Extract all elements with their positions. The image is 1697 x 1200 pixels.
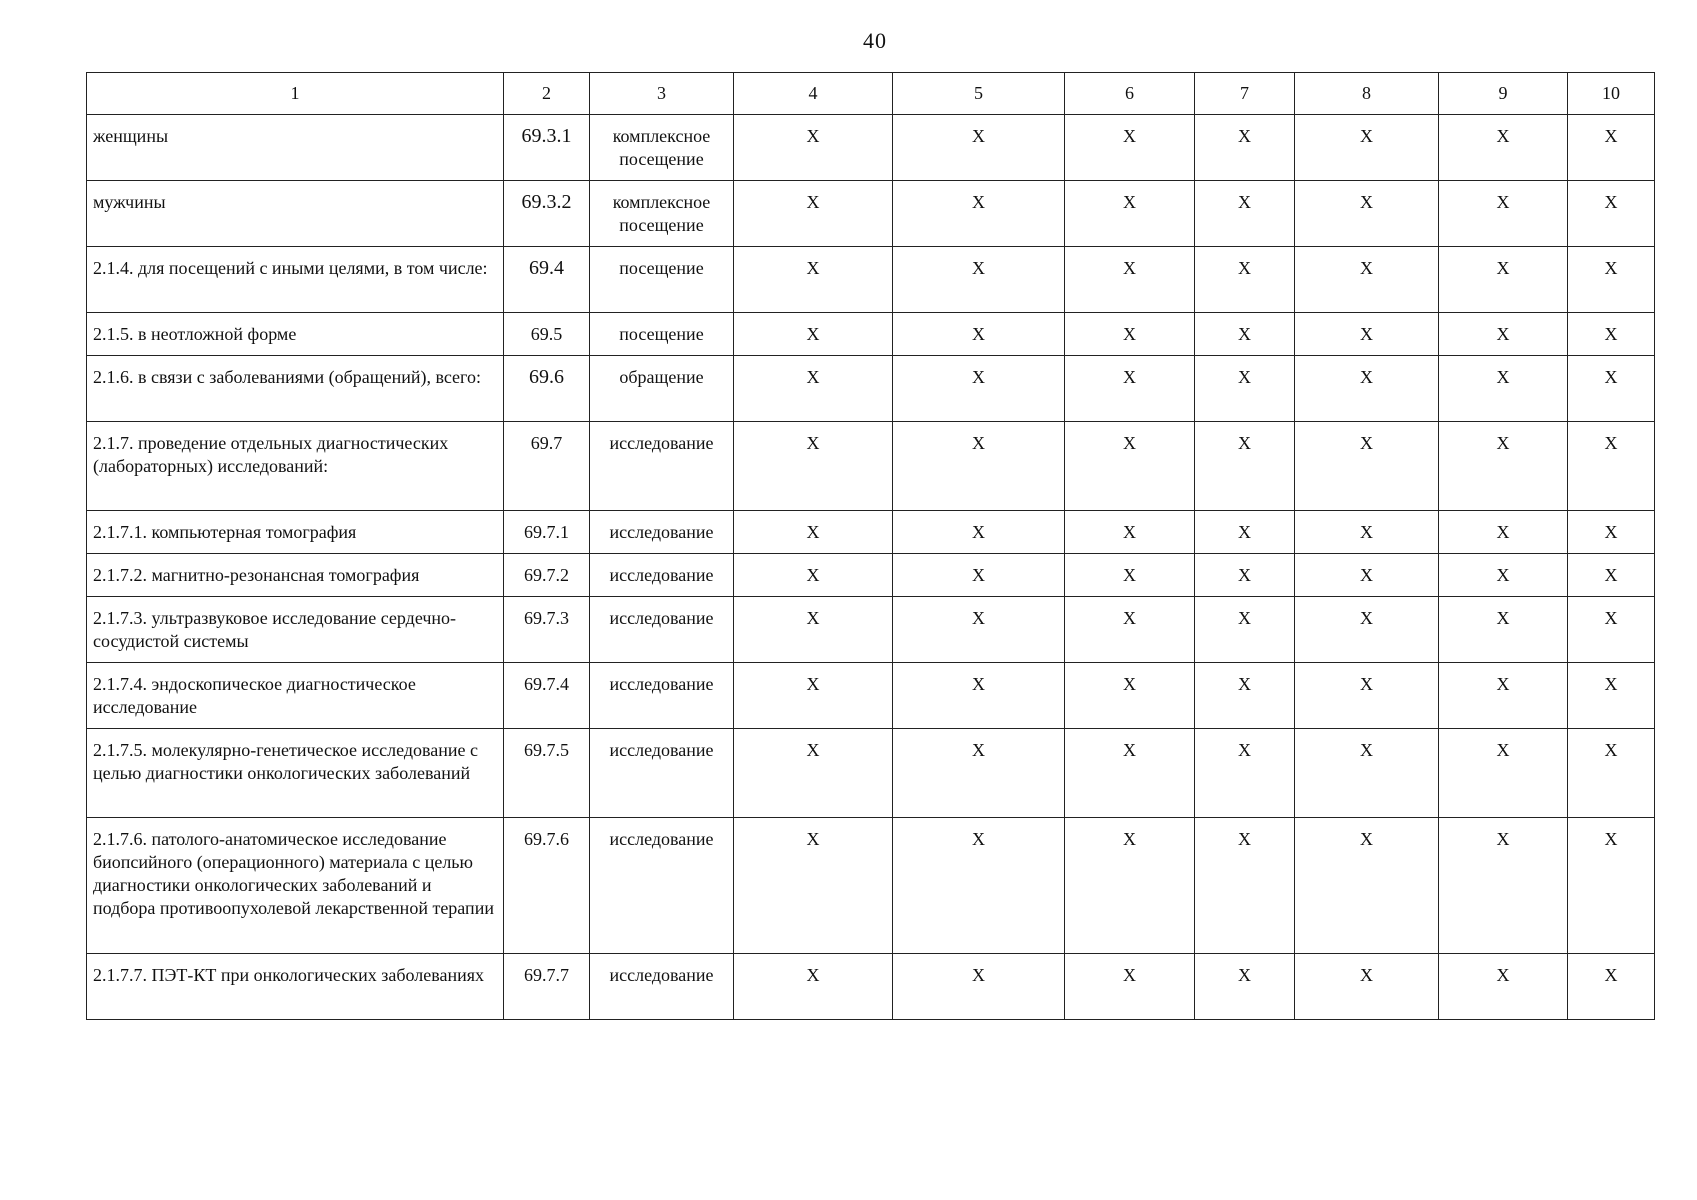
mark-cell: Х	[1065, 422, 1195, 511]
mark-cell: Х	[1295, 597, 1439, 663]
mark-cell: Х	[1439, 115, 1568, 181]
row-unit: обращение	[590, 356, 734, 422]
mark-cell: Х	[1439, 422, 1568, 511]
data-table	[86, 72, 1655, 1020]
mark-cell: Х	[1439, 597, 1568, 663]
column-header: 6	[1065, 73, 1195, 115]
row-unit: исследование	[590, 554, 734, 597]
table-row	[87, 729, 1655, 818]
row-name: 2.1.7.6. патолого-анатомическое исследование биопсийного (операционного) материала с целью диагностики онкологических заболеваний и подбора противоопухолевой лекарственной терапии	[87, 818, 504, 954]
row-code: 69.7.1	[504, 511, 590, 554]
mark-cell: Х	[1295, 313, 1439, 356]
mark-cell: Х	[734, 356, 893, 422]
mark-cell: Х	[734, 313, 893, 356]
mark-cell: Х	[734, 954, 893, 1020]
mark-cell: Х	[1295, 663, 1439, 729]
column-header: 10	[1568, 73, 1655, 115]
mark-cell: Х	[1195, 729, 1295, 818]
mark-cell: Х	[1568, 422, 1655, 511]
row-unit: комплексное посещение	[590, 181, 734, 247]
row-code: 69.7.7	[504, 954, 590, 1020]
table-row	[87, 356, 1655, 422]
table-row	[87, 511, 1655, 554]
column-header: 9	[1439, 73, 1568, 115]
mark-cell: Х	[1065, 554, 1195, 597]
row-unit: посещение	[590, 247, 734, 313]
row-name: 2.1.7.2. магнитно-резонансная томография	[87, 554, 504, 597]
mark-cell: Х	[1065, 181, 1195, 247]
mark-cell: Х	[1439, 729, 1568, 818]
mark-cell: Х	[1439, 313, 1568, 356]
row-unit: посещение	[590, 313, 734, 356]
row-name: 2.1.5. в неотложной форме	[87, 313, 504, 356]
mark-cell: Х	[1065, 313, 1195, 356]
mark-cell: Х	[1439, 247, 1568, 313]
table-row	[87, 422, 1655, 511]
mark-cell: Х	[1439, 663, 1568, 729]
row-name: 2.1.7.1. компьютерная томография	[87, 511, 504, 554]
mark-cell: Х	[1065, 247, 1195, 313]
row-name: 2.1.7.5. молекулярно-генетическое исследование с целью диагностики онкологических заболеваний	[87, 729, 504, 818]
mark-cell: Х	[1295, 422, 1439, 511]
mark-cell: Х	[893, 511, 1065, 554]
row-unit: исследование	[590, 818, 734, 954]
mark-cell: Х	[1065, 663, 1195, 729]
row-unit: исследование	[590, 663, 734, 729]
mark-cell: Х	[734, 663, 893, 729]
mark-cell: Х	[1295, 356, 1439, 422]
column-header: 1	[87, 73, 504, 115]
mark-cell: Х	[1568, 729, 1655, 818]
row-code: 69.7.2	[504, 554, 590, 597]
mark-cell: Х	[1568, 663, 1655, 729]
table-row	[87, 554, 1655, 597]
column-header: 3	[590, 73, 734, 115]
row-code: 69.7.3	[504, 597, 590, 663]
row-code: 69.7.5	[504, 729, 590, 818]
mark-cell: Х	[1295, 115, 1439, 181]
row-unit: комплексное посещение	[590, 115, 734, 181]
mark-cell: Х	[1065, 954, 1195, 1020]
table-row	[87, 818, 1655, 954]
mark-cell: Х	[1295, 818, 1439, 954]
table-body	[87, 115, 1655, 1020]
mark-cell: Х	[1195, 663, 1295, 729]
mark-cell: Х	[1065, 115, 1195, 181]
mark-cell: Х	[893, 181, 1065, 247]
mark-cell: Х	[1568, 313, 1655, 356]
mark-cell: Х	[1195, 511, 1295, 554]
mark-cell: Х	[1568, 356, 1655, 422]
row-name: 2.1.7. проведение отдельных диагностических (лабораторных) исследований:	[87, 422, 504, 511]
row-unit: исследование	[590, 597, 734, 663]
row-name: 2.1.4. для посещений с иными целями, в том числе:	[87, 247, 504, 313]
column-header: 7	[1195, 73, 1295, 115]
mark-cell: Х	[1439, 954, 1568, 1020]
mark-cell: Х	[734, 818, 893, 954]
mark-cell: Х	[734, 597, 893, 663]
mark-cell: Х	[893, 115, 1065, 181]
mark-cell: Х	[1195, 181, 1295, 247]
mark-cell: Х	[1568, 511, 1655, 554]
mark-cell: Х	[1195, 247, 1295, 313]
row-unit: исследование	[590, 422, 734, 511]
mark-cell: Х	[734, 422, 893, 511]
row-code: 69.3.1	[504, 115, 590, 181]
mark-cell: Х	[1568, 247, 1655, 313]
row-name: мужчины	[87, 181, 504, 247]
mark-cell: Х	[1195, 356, 1295, 422]
mark-cell: Х	[1568, 597, 1655, 663]
mark-cell: Х	[1568, 554, 1655, 597]
column-header: 8	[1295, 73, 1439, 115]
row-code: 69.5	[504, 313, 590, 356]
mark-cell: Х	[1568, 954, 1655, 1020]
mark-cell: Х	[1295, 247, 1439, 313]
mark-cell: Х	[1568, 818, 1655, 954]
row-code: 69.7	[504, 422, 590, 511]
table-row	[87, 954, 1655, 1020]
mark-cell: Х	[893, 729, 1065, 818]
row-code: 69.7.6	[504, 818, 590, 954]
mark-cell: Х	[893, 663, 1065, 729]
mark-cell: Х	[1568, 115, 1655, 181]
mark-cell: Х	[734, 511, 893, 554]
row-code: 69.7.4	[504, 663, 590, 729]
mark-cell: Х	[1439, 356, 1568, 422]
mark-cell: Х	[1295, 554, 1439, 597]
row-code: 69.6	[504, 356, 590, 422]
mark-cell: Х	[893, 247, 1065, 313]
mark-cell: Х	[1295, 511, 1439, 554]
mark-cell: Х	[1295, 954, 1439, 1020]
row-unit: исследование	[590, 511, 734, 554]
mark-cell: Х	[893, 818, 1065, 954]
row-unit: исследование	[590, 954, 734, 1020]
table-row	[87, 663, 1655, 729]
column-header: 4	[734, 73, 893, 115]
table-row	[87, 597, 1655, 663]
mark-cell: Х	[1195, 313, 1295, 356]
row-name: 2.1.7.4. эндоскопическое диагностическое исследование	[87, 663, 504, 729]
mark-cell: Х	[1195, 554, 1295, 597]
mark-cell: Х	[1295, 729, 1439, 818]
mark-cell: Х	[1195, 818, 1295, 954]
mark-cell: Х	[893, 313, 1065, 356]
mark-cell: Х	[1439, 554, 1568, 597]
mark-cell: Х	[893, 597, 1065, 663]
mark-cell: Х	[1439, 511, 1568, 554]
mark-cell: Х	[1065, 356, 1195, 422]
mark-cell: Х	[893, 554, 1065, 597]
column-header: 2	[504, 73, 590, 115]
mark-cell: Х	[1195, 597, 1295, 663]
row-code: 69.4	[504, 247, 590, 313]
table-row	[87, 181, 1655, 247]
mark-cell: Х	[1195, 954, 1295, 1020]
row-name: 2.1.7.3. ультразвуковое исследование сердечно-сосудистой системы	[87, 597, 504, 663]
row-name: женщины	[87, 115, 504, 181]
mark-cell: Х	[1439, 818, 1568, 954]
mark-cell: Х	[734, 115, 893, 181]
mark-cell: Х	[893, 954, 1065, 1020]
table-header	[87, 73, 1655, 115]
mark-cell: Х	[893, 356, 1065, 422]
row-code: 69.3.2	[504, 181, 590, 247]
page-number: 40	[863, 28, 887, 53]
mark-cell: Х	[1065, 818, 1195, 954]
mark-cell: Х	[1295, 181, 1439, 247]
mark-cell: Х	[734, 554, 893, 597]
table-row	[87, 313, 1655, 356]
table-row	[87, 115, 1655, 181]
mark-cell: Х	[734, 247, 893, 313]
mark-cell: Х	[1065, 729, 1195, 818]
column-header: 5	[893, 73, 1065, 115]
mark-cell: Х	[893, 422, 1065, 511]
table-row	[87, 247, 1655, 313]
mark-cell: Х	[1195, 422, 1295, 511]
mark-cell: Х	[1065, 597, 1195, 663]
mark-cell: Х	[734, 729, 893, 818]
mark-cell: Х	[1439, 181, 1568, 247]
mark-cell: Х	[734, 181, 893, 247]
row-name: 2.1.7.7. ПЭТ-КТ при онкологических заболеваниях	[87, 954, 504, 1020]
mark-cell: Х	[1065, 511, 1195, 554]
row-name: 2.1.6. в связи с заболеваниями (обращений), всего:	[87, 356, 504, 422]
mark-cell: Х	[1568, 181, 1655, 247]
mark-cell: Х	[1195, 115, 1295, 181]
header-row	[87, 73, 1655, 115]
row-unit: исследование	[590, 729, 734, 818]
